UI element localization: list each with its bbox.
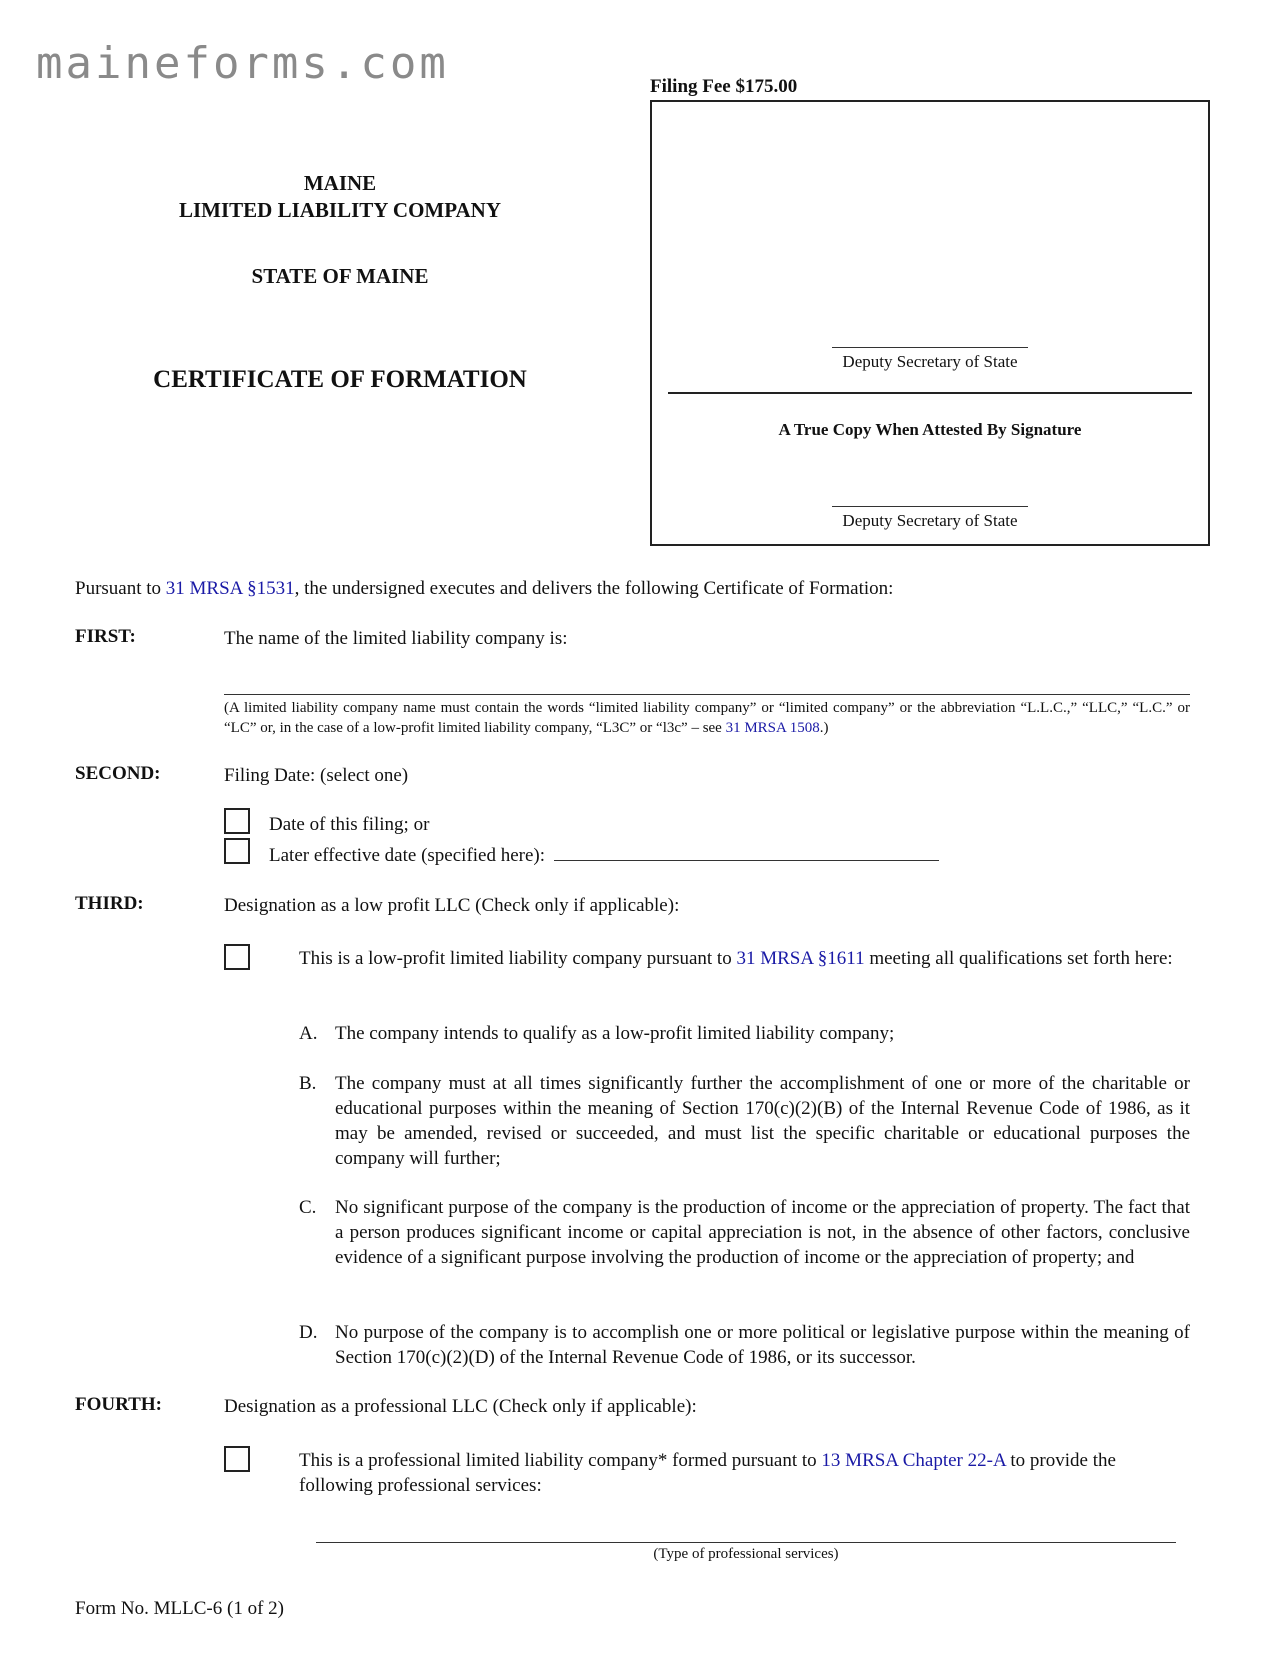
list-letter: D. [299, 1322, 318, 1343]
later-date-checkbox[interactable] [224, 838, 250, 864]
first-note-post: .) [819, 720, 829, 736]
watermark-logo: maineforms.com [36, 38, 449, 89]
deputy-label-2: Deputy Secretary of State [842, 511, 1018, 530]
list-text: The company intends to qualify as a low-profit limited liability company; [335, 1023, 895, 1044]
low-profit-checkbox[interactable] [224, 944, 250, 970]
header-line-2: LIMITED LIABILITY COMPANY [178, 198, 502, 222]
professional-llc-checkbox[interactable] [224, 1446, 250, 1472]
header-line-1: MAINE [303, 171, 377, 195]
signature-line-1 [832, 347, 1028, 348]
form-number-footer: Form No. MLLC-6 (1 of 2) [75, 1598, 284, 1619]
state-heading: STATE OF MAINE [251, 264, 429, 288]
professional-post: to provide the following professional services: [299, 1450, 1116, 1496]
statute-link-chapter-22a[interactable]: 13 MRSA Chapter 22-A [821, 1450, 1006, 1471]
intro-pre: Pursuant to [75, 578, 166, 599]
second-text: Filing Date: (select one) [224, 765, 409, 786]
statute-link-1531[interactable]: 31 MRSA §1531 [165, 578, 295, 599]
list-letter: A. [299, 1023, 318, 1044]
signature-line-2 [832, 506, 1028, 507]
first-text: The name of the limited liability company is: [224, 628, 568, 649]
deputy-label-1: Deputy Secretary of State [842, 352, 1018, 371]
low-profit-pre: This is a low-profit limited liability company pursuant to [299, 948, 737, 969]
later-date-field[interactable] [554, 840, 939, 861]
true-copy-text: A True Copy When Attested By Signature [778, 420, 1082, 439]
intro-post: , the undersigned executes and delivers the following Certificate of Formation: [294, 578, 894, 599]
page-title: CERTIFICATE OF FORMATION [153, 366, 527, 393]
third-text: Designation as a low profit LLC (Check only if applicable): [224, 895, 680, 916]
filing-fee: Filing Fee $175.00 [650, 76, 798, 97]
list-item [299, 1195, 1190, 1270]
company-name-field[interactable] [224, 694, 1190, 695]
section-third-label: THIRD: [75, 893, 144, 914]
section-fourth-label: FOURTH: [75, 1394, 162, 1415]
fourth-text: Designation as a professional LLC (Check only if applicable): [224, 1396, 697, 1417]
list-text: No significant purpose of the company is the production of income or the appreciation of property. The fact that a person produces significant income or capital appreciation is not, in the absence of other factors, conclusive evidence of a significant purpose involving the production of income or the appreciation of property; and [335, 1197, 1190, 1268]
option-date-of-filing: Date of this filing; or [269, 814, 430, 835]
low-profit-post: meeting all qualifications set forth here: [864, 948, 1173, 969]
list-text: No purpose of the company is to accomplish one or more political or legislative purpose within the meaning of Section 170(c)(2)(D) of the Internal Revenue Code of 1986, or its successor. [335, 1322, 1190, 1368]
professional-pre: This is a professional limited liability company* formed pursuant to [299, 1450, 822, 1471]
services-caption: (Type of professional services) [653, 1546, 839, 1562]
list-item [299, 1021, 1190, 1046]
intro-paragraph [75, 576, 1205, 601]
stamp-divider [668, 392, 1192, 394]
list-letter: C. [299, 1197, 317, 1218]
list-letter: B. [299, 1073, 317, 1094]
list-item [299, 1320, 1190, 1370]
low-profit-statement [299, 946, 1190, 971]
professional-services-field[interactable] [316, 1542, 1176, 1543]
section-first-label: FIRST: [75, 626, 136, 647]
professional-statement [299, 1448, 1190, 1498]
statute-link-1611[interactable]: 31 MRSA §1611 [736, 948, 865, 969]
list-item [299, 1071, 1190, 1171]
list-text: The company must at all times significantly further the accomplishment of one or more of the charitable or educational purposes within the meaning of Section 170(c)(2)(B) of the Internal Revenue Code of 1986, as it may be amended, revised or succeeded, and must list the specific charitable or educational purposes the company will further; [335, 1073, 1190, 1169]
filing-stamp-box [650, 100, 1210, 546]
first-note-pre: (A limited liability company name must contain the words “limited liability company” or “limited company” or the abbreviation “L.L.C.,” “LLC,” “L.C.” or “LC” or, in the case of a low-profit limited liability company, “L3C” or “l3c” – see [224, 700, 1190, 736]
form-header [70, 170, 610, 224]
section-second-label: SECOND: [75, 763, 161, 784]
first-note [224, 698, 1190, 738]
date-of-filing-checkbox[interactable] [224, 808, 250, 834]
option-later-date [269, 840, 939, 868]
later-date-label: Later effective date (specified here): [269, 845, 546, 866]
statute-link-1508[interactable]: 31 MRSA 1508 [725, 720, 820, 736]
